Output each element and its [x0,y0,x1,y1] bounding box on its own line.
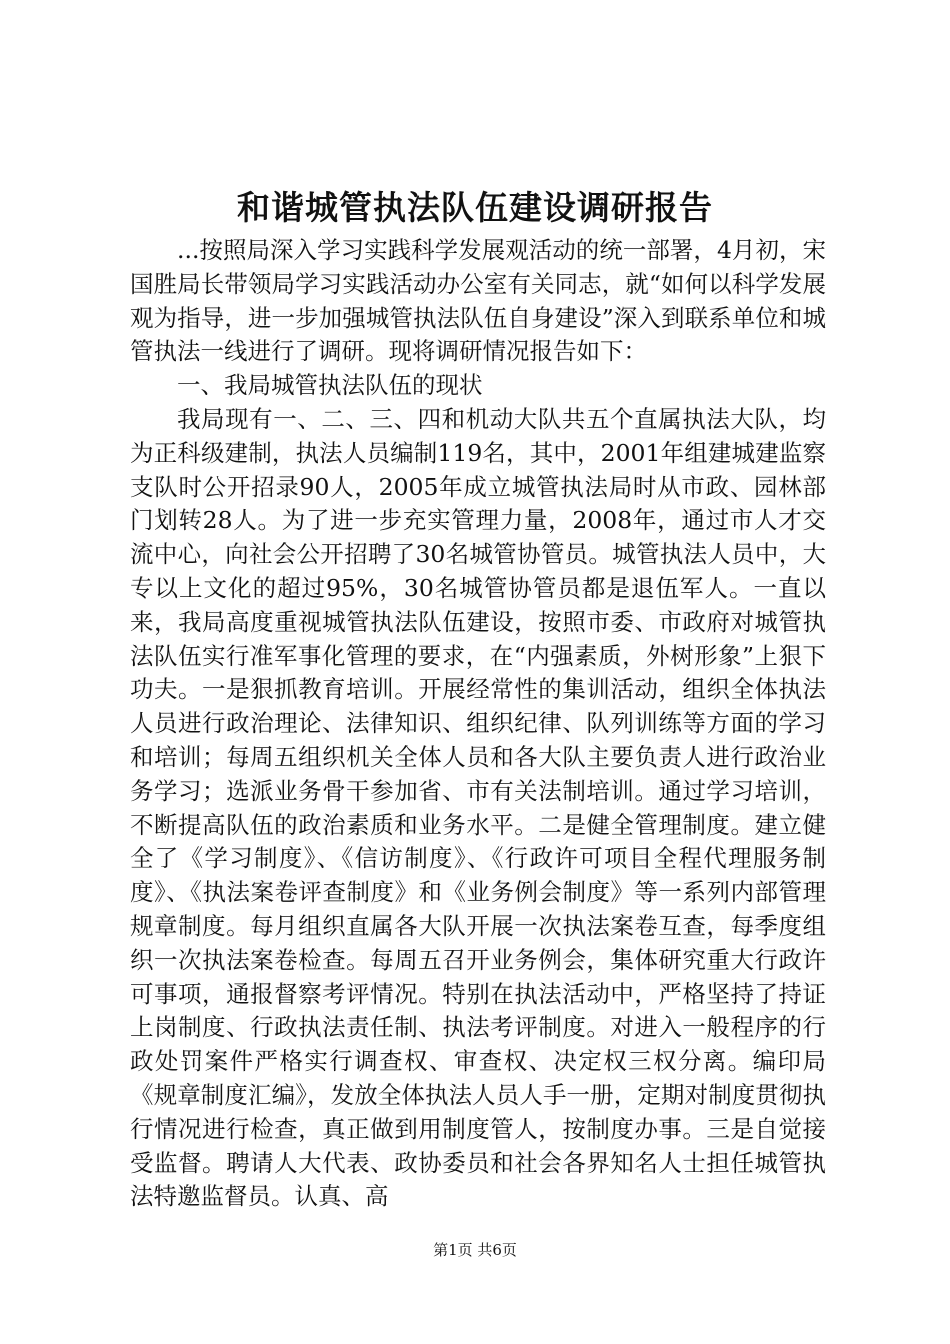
body-paragraph: 我局现有一、二、三、四和机动大队共五个直属执法大队，均为正科级建制，执法人员编制119名，其中，2001年组建城建监察支队时公开招录90人，2005年成立城管执法局时从市政、园林部门划转28人。为了进一步充实管理力量，2008年，通过市人才交流中心，向社会公开招聘了30名城管协管员。城管执法人员中，大专以上文化的超过95%，30名城管协管员都是退伍军人。一直以来，我局高度重视城管执法队伍建设，按照市委、市政府对城管执法队伍实行准军事化管理的要求，在“内强素质，外树形象”上狠下功夫。一是狠抓教育培训。开展经常性的集训活动，组织全体执法人员进行政治理论、法律知识、组织纪律、队列训练等方面的学习和培训；每周五组织机关全体人员和各大队主要负责人进行政治业务学习；选派业务骨干参加省、市有关法制培训。通过学习培训，不断提高队伍的政治素质和业务水平。二是健全管理制度。建立健全了《学习制度》、《信访制度》、《行政许可项目全程代理服务制度》、《执法案卷评查制度》和《业务例会制度》等一系列内部管理规章制度。每月组织直属各大队开展一次执法案卷互查，每季度组织一次执法案卷检查。每周五召开业务例会，集体研究重大行政许可事项，通报督察考评情况。特别在执法活动中，严格坚持了持证上岗制度、行政执法责任制、执法考评制度。对进入一般程序的行政处罚案件严格实行调查权、审查权、决定权三权分离。编印局《规章制度汇编》，发放全体执法人员人手一册，定期对制度贯彻执行情况进行检查，真正做到用制度管人，按制度办事。三是自觉接受监督。聘请人大代表、政协委员和社会各界知名人士担任城管执法特邀监督员。认真、高 [130,404,826,1211]
document-title: 和谐城管执法队伍建设调研报告 [237,188,713,227]
section-heading: 一、我局城管执法队伍的现状 [177,371,483,400]
document-body [130,234,826,1214]
page-footer: 第1页 共6页 [433,1241,517,1259]
intro-paragraph: ...按照局深入学习实践科学发展观活动的统一部署，4月初，宋国胜局长带领局学习实践活动办公室有关同志，就“如何以科学发展观为指导，进一步加强城管执法队伍自身建设”深入到联系单位和城管执法一线进行了调研。现将调研情况报告如下： [130,236,826,366]
